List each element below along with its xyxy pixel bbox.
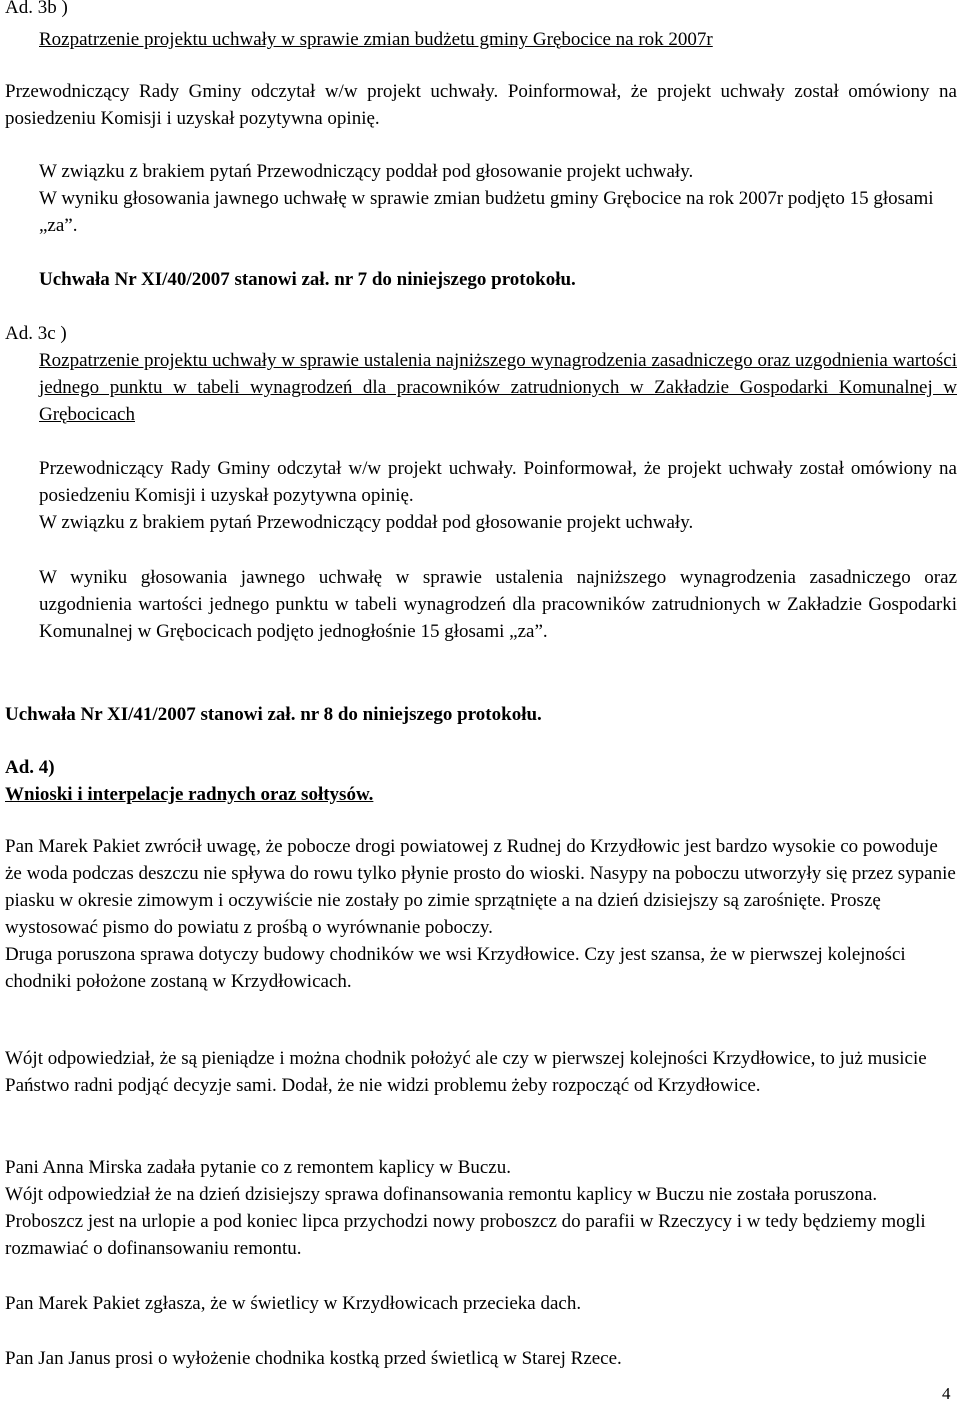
section-4-paragraph-4: Pan Marek Pakiet zgłasza, że w świetlicy w Krzydłowicach przecieka dach. <box>5 1293 582 1314</box>
section-3b-heading: Ad. 3b ) <box>5 0 68 18</box>
section-3b-paragraph-3: W wyniku głosowania jawnego uchwałę w sprawie zmian budżetu gminy Grębocice na rok 2007r podjęto 15 głosami „za”. <box>39 188 934 236</box>
section-3c-title: Rozpatrzenie projektu uchwały w sprawie ustalenia najniższego wynagrodzenia zasadniczego oraz uzgodnienia wartości jednego punktu w tabeli wynagrodzeń dla pracowników zatrudnionych w Zakładzie Gospodarki Komunalnej w Grębocicach <box>39 350 957 425</box>
section-4-paragraph-2: Wójt odpowiedział, że są pieniądze i można chodnik położyć ale czy w pierwszej kolejności Krzydłowice, to już musicie Państwo radni podjąć decyzje sami. Dodał, że nie widzi problemu żeby rozpocząć od Krzydłowice. <box>5 1048 927 1096</box>
section-3b-paragraph-1: Przewodniczący Rady Gminy odczytał w/w projekt uchwały. Poinformował, że projekt uchwały został omówiony na posiedzeniu Komisji i uzyskał pozytywna opinię. <box>5 81 957 129</box>
section-4-paragraph-5: Pan Jan Janus prosi o wyłożenie chodnika kostką przed świetlicą w Starej Rzece. <box>5 1348 622 1369</box>
section-3c-paragraph-2: W związku z brakiem pytań Przewodniczący poddał pod głosowanie projekt uchwały. <box>39 512 694 533</box>
section-3c-resolution: Uchwała Nr XI/41/2007 stanowi zał. nr 8 do niniejszego protokołu. <box>5 704 542 725</box>
section-4-title: Wnioski i interpelacje radnych oraz sołtysów. <box>5 784 374 805</box>
section-3b-title: Rozpatrzenie projektu uchwały w sprawie zmian budżetu gminy Grębocice na rok 2007r <box>39 29 713 50</box>
section-3b-paragraph-2: W związku z brakiem pytań Przewodniczący poddał pod głosowanie projekt uchwały. <box>39 161 694 182</box>
section-3c-paragraph-3: W wyniku głosowania jawnego uchwałę w sprawie ustalenia najniższego wynagrodzenia zasadniczego oraz uzgodnienia wartości jednego punktu w tabeli wynagrodzeń dla pracowników zatrudnionych w Zakładzie Gospodarki Komunalnej w Grębocicach podjęto jednogłośnie 15 głosami „za”. <box>39 567 957 642</box>
section-3c-paragraph-1: Przewodniczący Rady Gminy odczytał w/w projekt uchwały. Poinformował, że projekt uchwały został omówiony na posiedzeniu Komisji i uzyskał pozytywna opinię. <box>39 458 957 506</box>
section-4-paragraph-3: Pani Anna Mirska zadała pytanie co z remontem kaplicy w Buczu. Wójt odpowiedział że na dzień dzisiejszy sprawa dofinansowania remontu kaplicy w Buczu nie została poruszona. Proboszcz jest na urlopie a pod koniec lipca przychodzi nowy proboszcz do parafii w Rzeczycy i w tedy będziemy mogli rozmawiać o dofinansowaniu remontu. <box>5 1157 926 1259</box>
section-3b-resolution: Uchwała Nr XI/40/2007 stanowi zał. nr 7 do niniejszego protokołu. <box>39 269 576 290</box>
section-3c-heading: Ad. 3c ) <box>5 323 67 344</box>
section-4-heading: Ad. 4) <box>5 757 55 778</box>
page-number: 4 <box>942 1384 951 1403</box>
section-4-paragraph-1: Pan Marek Pakiet zwrócił uwagę, że pobocze drogi powiatowej z Rudnej do Krzydłowic jest bardzo wysokie co powoduje że woda podczas deszczu nie spływa do rowu tylko płynie prosto do wioski. Nasypy na poboczu utworzyły się przez sypanie piasku w okresie zimowym i oczywiście nie zostały po zimie sprzątnięte a na dzień dzisiejszy są zarośnięte. Proszę wystosować pismo do powiatu z prośbą o wyrównanie poboczy. Druga poruszona sprawa dotyczy budowy chodników we wsi Krzydłowice. Czy jest szansa, że w pierwszej kolejności chodniki położone zostaną w Krzydłowicach. <box>5 836 956 992</box>
